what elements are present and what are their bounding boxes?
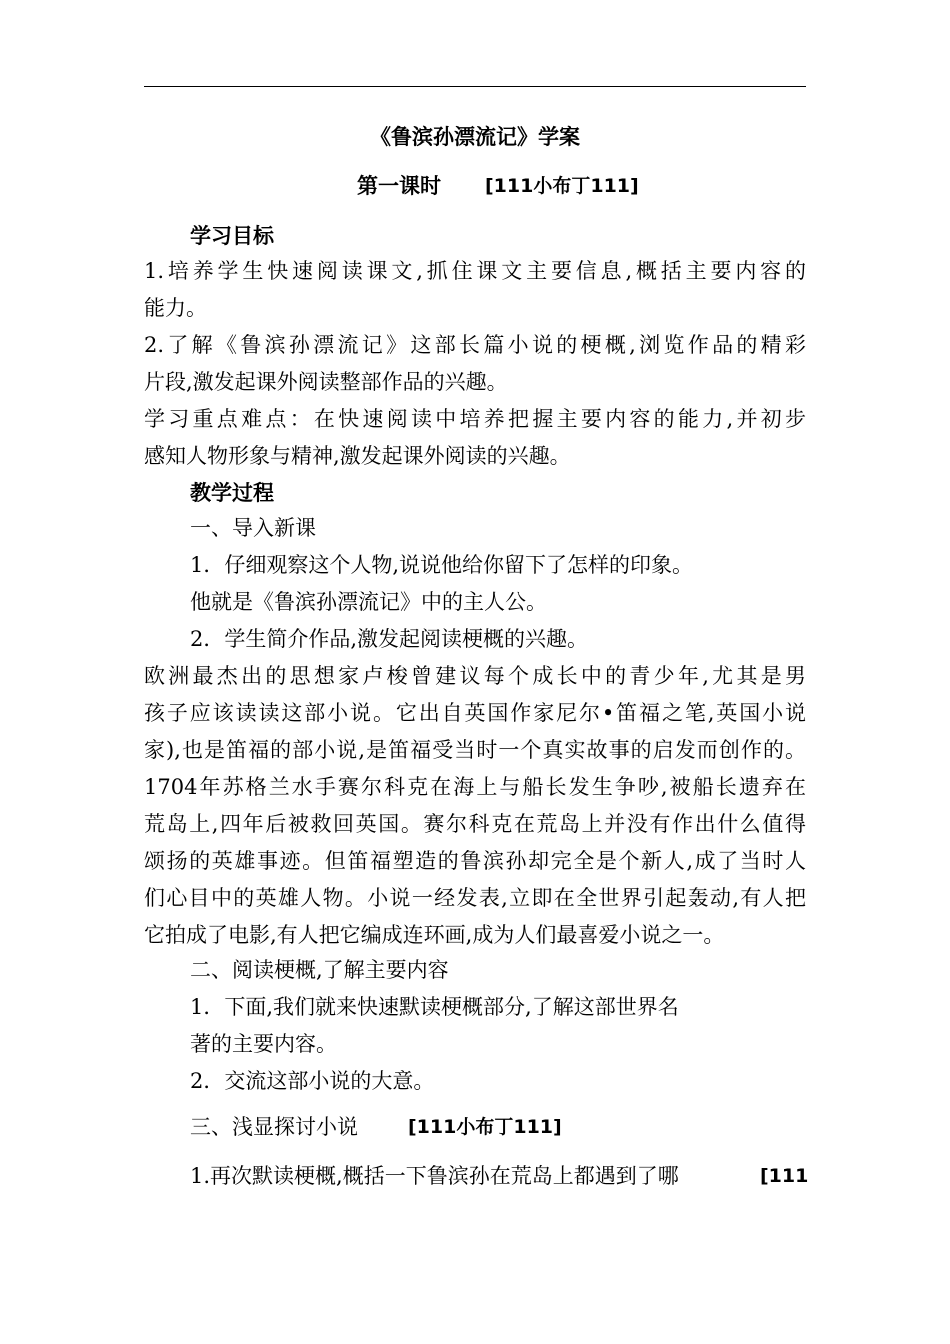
objective-2-line-2: 片段,激发起课外阅读整部作品的兴趣。 xyxy=(144,370,508,394)
process-heading: 教学过程 xyxy=(190,481,274,505)
objective-2-line-1: 2.了解《鲁滨孙漂流记》这部长篇小说的梗概,浏览作品的精彩 xyxy=(144,333,806,357)
step-1-question-2: 2．学生简介作品,激发起阅读梗概的兴趣。 xyxy=(190,627,589,651)
intro-paragraph-line-1: 欧洲最杰出的思想家卢梭曾建议每个成长中的青少年,尤其是男 xyxy=(144,664,806,688)
step-2-question-2: 2．交流这部小说的大意。 xyxy=(190,1069,435,1093)
intro-paragraph-line-4: 1704年苏格兰水手赛尔科克在海上与船长发生争吵,被船长遗弃在 xyxy=(144,775,806,799)
watermark-tag: [111小布丁111] xyxy=(485,175,639,197)
watermark-tag-partial: [111 xyxy=(760,1165,809,1187)
intro-paragraph-line-6: 颂扬的英雄事迹。但笛福塑造的鲁滨孙却完全是个新人,成了当时人 xyxy=(144,849,806,873)
header-rule xyxy=(144,86,806,87)
document-title: 《鲁滨孙漂流记》学案 xyxy=(370,125,580,149)
key-points-line-2: 感知人物形象与精神,激发起课外阅读的兴趣。 xyxy=(144,444,571,468)
step-3-question-1: 1.再次默读梗概,概括一下鲁滨孙在荒岛上都遇到了哪 xyxy=(190,1164,679,1188)
lesson-label: 第一课时 xyxy=(357,174,441,198)
intro-paragraph-line-7: 们心目中的英雄人物。小说一经发表,立即在全世界引起轰动,有人把 xyxy=(144,886,806,910)
intro-paragraph-line-3: 家),也是笛福的部小说,是笛福受当时一个真实故事的启发而创作的。 xyxy=(144,738,806,762)
step-1-heading: 一、导入新课 xyxy=(190,516,316,540)
watermark-tag-2: [111小布丁111] xyxy=(408,1116,562,1138)
intro-paragraph-line-8: 它拍成了电影,有人把它编成连环画,成为人们最喜爱小说之一。 xyxy=(144,923,725,947)
intro-paragraph-line-5: 荒岛上,四年后被救回英国。赛尔科克在荒岛上并没有作出什么值得 xyxy=(144,812,806,836)
objective-1-line-1: 1.培养学生快速阅读课文,抓住课文主要信息,概括主要内容的 xyxy=(144,259,806,283)
step-3-heading: 三、浅显探讨小说 xyxy=(190,1115,358,1139)
objectives-heading: 学习目标 xyxy=(190,224,274,248)
key-points-line-1: 学习重点难点：在快速阅读中培养把握主要内容的能力,并初步 xyxy=(144,407,806,431)
step-2-heading: 二、阅读梗概,了解主要内容 xyxy=(190,958,449,982)
step-1-note: 他就是《鲁滨孙漂流记》中的主人公。 xyxy=(190,590,547,614)
objective-1-line-2: 能力。 xyxy=(144,296,207,320)
step-2-question-1-line-2: 著的主要内容。 xyxy=(190,1032,337,1056)
step-2-question-1-line-1: 1．下面,我们就来快速默读梗概部分,了解这部世界名 xyxy=(190,995,679,1019)
intro-paragraph-line-2: 孩子应该读读这部小说。它出自英国作家尼尔•笛福之笔,英国小说 xyxy=(144,701,806,725)
step-1-question-1: 1．仔细观察这个人物,说说他给你留下了怎样的印象。 xyxy=(190,553,694,577)
